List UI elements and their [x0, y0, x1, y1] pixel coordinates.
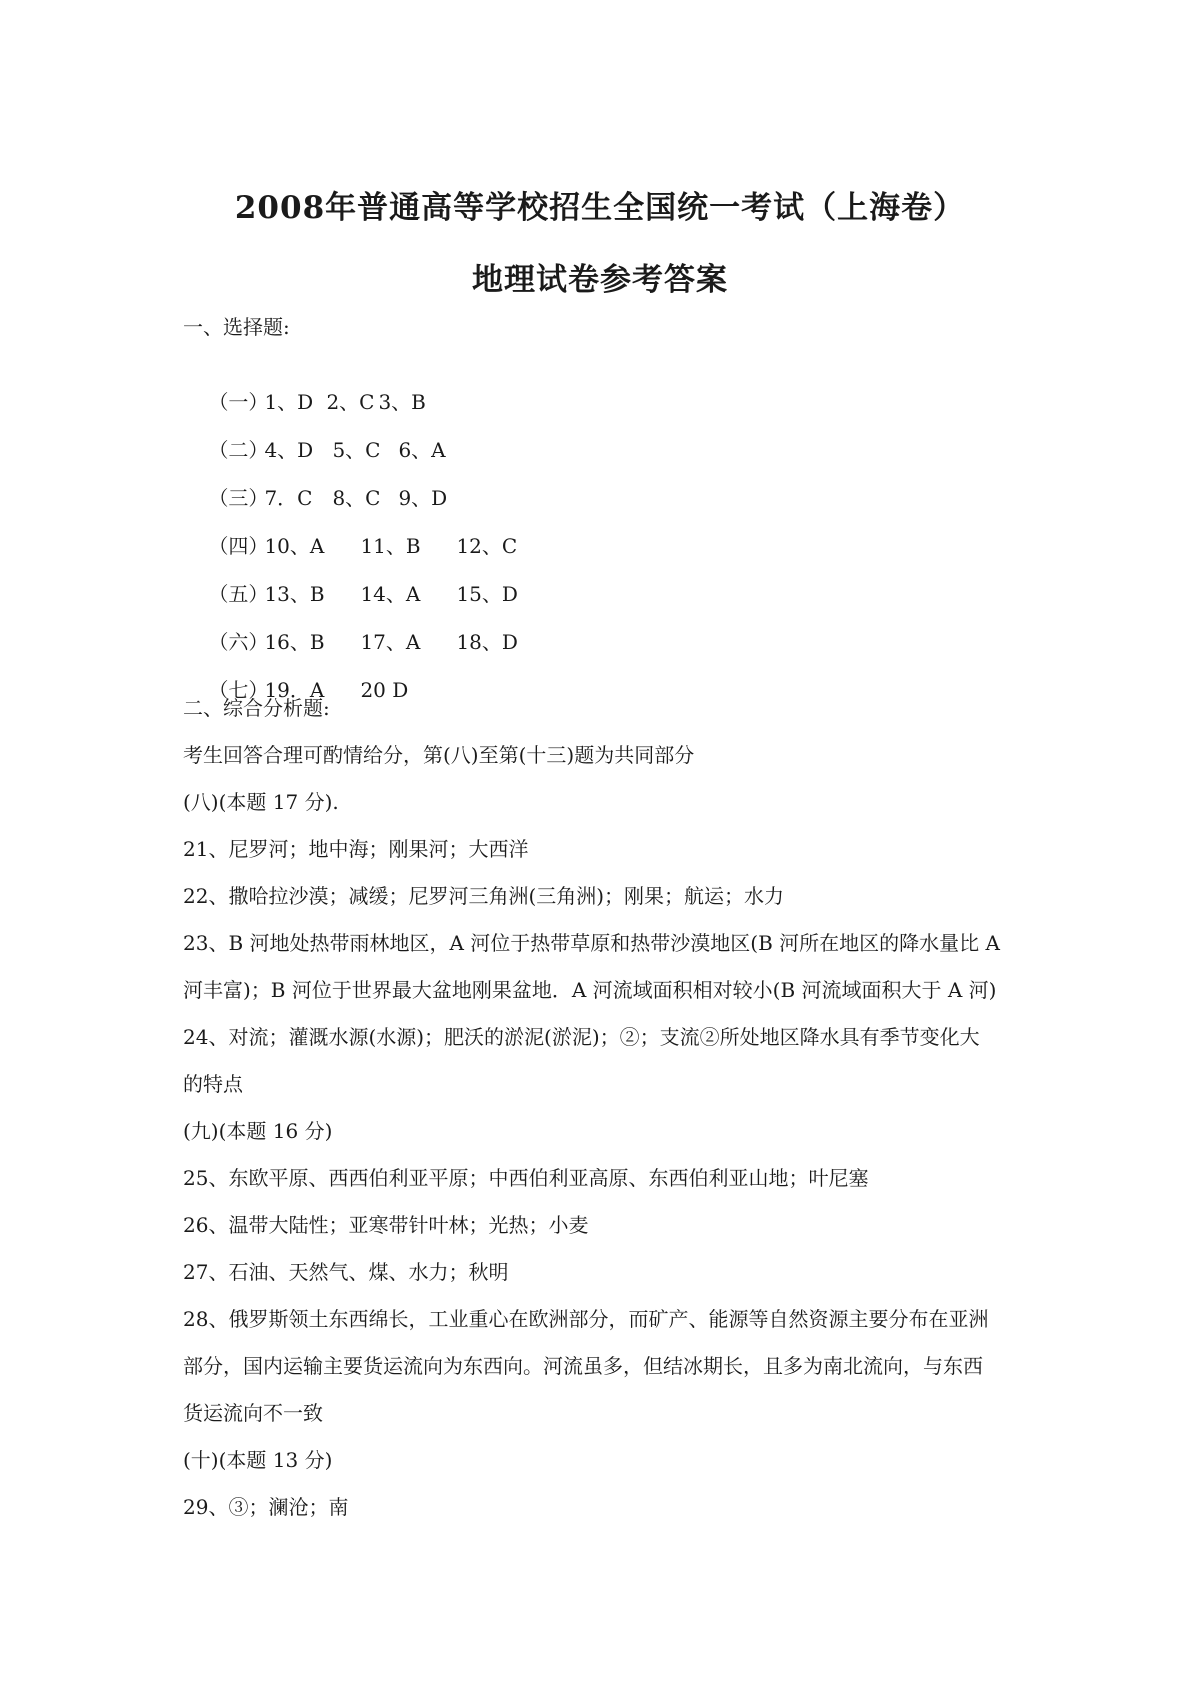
mc-group-label: （四）	[208, 534, 269, 558]
answer-q26: 26、温带大陆性；亚寒带针叶林；光热；小麦	[183, 1213, 589, 1237]
q10-heading: (十)(本题 13 分)	[183, 1448, 333, 1472]
mc-answer: 6、A	[398, 438, 446, 462]
q8-heading: (八)(本题 17 分).	[183, 790, 339, 814]
answer-q27: 27、石油、天然气、煤、水力；秋明	[183, 1260, 509, 1284]
answer-q23-line1: 23、B 河地处热带雨林地区，A 河位于热带草原和热带沙漠地区(B 河所在地区的降水量比 A	[183, 931, 1000, 955]
mc-group-label: （三）	[208, 486, 269, 510]
mc-answer: 17、A	[360, 630, 421, 654]
answer-q29: 29、③；澜沧；南	[183, 1495, 349, 1519]
mc-group-label: （二）	[208, 438, 269, 462]
mc-answer: 13、B	[264, 582, 325, 606]
mc-answer: 1、D	[264, 390, 314, 414]
mc-group-label: （六）	[208, 630, 269, 654]
section2-heading: 二、综合分析题:	[183, 696, 330, 720]
answer-q28-line1: 28、俄罗斯领土东西绵长，工业重心在欧洲部分，而矿产、能源等自然资源主要分布在亚洲	[183, 1307, 989, 1331]
answer-q24-line2: 的特点	[183, 1072, 243, 1096]
mc-answer: 16、B	[264, 630, 325, 654]
mc-answer: 14、A	[360, 582, 421, 606]
answer-q25: 25、东欧平原、西西伯利亚平原；中西伯利亚高原、东西伯利亚山地；叶尼塞	[183, 1166, 869, 1190]
answer-q22: 22、撒哈拉沙漠；减缓；尼罗河三角洲(三角洲)；刚果；航运；水力	[183, 884, 785, 908]
answer-q28-line3: 货运流向不一致	[183, 1401, 323, 1425]
section1-heading: 一、选择题:	[183, 315, 290, 339]
mc-group-label: （一）	[208, 390, 269, 414]
mc-group-label: （五）	[208, 582, 269, 606]
answer-q24-line1: 24、对流；灌溉水源(水源)；肥沃的淤泥(淤泥)；②；支流②所处地区降水具有季节变化大	[183, 1025, 980, 1049]
mc-answer: 18、D	[456, 630, 518, 654]
mc-answer: 7．C	[264, 486, 313, 510]
mc-answer: 8、C	[332, 486, 381, 510]
page-title: 2008年普通高等学校招生全国统一考试（上海卷）	[234, 190, 966, 226]
answer-q23-line2: 河丰富)；B 河位于世界最大盆地刚果盆地．A 河流域面积相对较小(B 河流域面积大于 A 河)	[183, 978, 997, 1002]
answer-q28-line2: 部分，国内运输主要货运流向为东西向。河流虽多，但结冰期长，且多为南北流向，与东西	[183, 1354, 983, 1378]
mc-answer: 15、D	[456, 582, 518, 606]
mc-answer: 9、D	[398, 486, 448, 510]
mc-group-label: （七）	[208, 678, 269, 702]
mc-answer: 11、B	[360, 534, 421, 558]
answer-q21: 21、尼罗河；地中海；刚果河；大西洋	[183, 837, 529, 861]
mc-answer: 4、D	[264, 438, 314, 462]
mc-answer: 12、C	[456, 534, 518, 558]
mc-answer: 10、A	[264, 534, 325, 558]
mc-answer: 20 D	[360, 678, 409, 702]
q9-heading: (九)(本题 16 分)	[183, 1119, 333, 1143]
page-subtitle: 地理试卷参考答案	[472, 262, 728, 298]
scoring-note: 考生回答合理可酌情给分，第(八)至第(十三)题为共同部分	[183, 743, 695, 767]
mc-answer: 5、C	[332, 438, 381, 462]
mc-answer: 19．A	[264, 678, 325, 702]
mc-answer: 2、C	[326, 390, 375, 414]
mc-answer: 3、B	[378, 390, 426, 414]
